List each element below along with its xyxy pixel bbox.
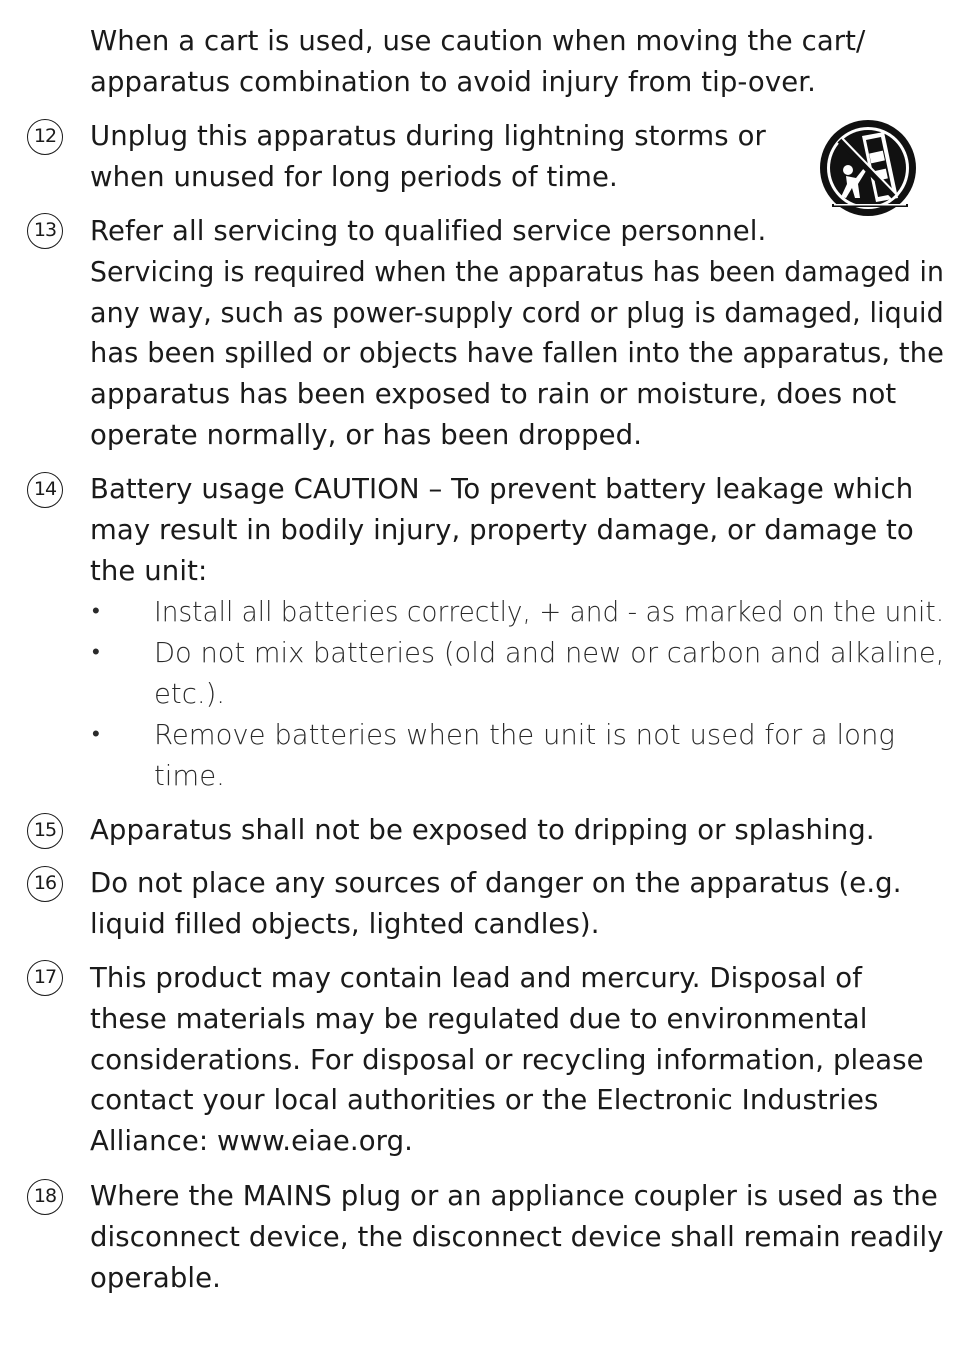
text-line: This product may contain lead and mercury. Disposal of xyxy=(90,962,863,994)
item-14-text xyxy=(90,469,930,591)
item-12-text xyxy=(90,116,790,198)
text-line: apparatus has been exposed to rain or moisture, does not xyxy=(90,378,897,411)
text-line: liquid filled objects, lighted candles). xyxy=(90,907,600,940)
item-15-text xyxy=(90,810,930,851)
bullet-dot: • xyxy=(92,640,100,665)
intro-paragraph xyxy=(90,21,930,103)
item-17-text xyxy=(90,958,930,1162)
item-13-text xyxy=(90,211,945,456)
item-number-badge: 12 xyxy=(27,119,63,155)
cart-tip-over-warning-icon xyxy=(818,118,918,218)
text-line: operable. xyxy=(90,1261,222,1294)
text-line: Unplug this apparatus during lightning storms or xyxy=(90,120,766,152)
text-line: Do not mix batteries (old and new or carbon and alkaline, xyxy=(154,637,945,669)
item-18-text xyxy=(90,1176,944,1298)
text-line: Refer all servicing to qualified service personnel. xyxy=(90,215,767,247)
text-line: contact your local authorities or the Electronic Industries xyxy=(90,1084,879,1117)
item-number-badge: 16 xyxy=(27,866,63,902)
text-line: these materials may be regulated due to environmental xyxy=(90,1002,868,1035)
item-number-badge: 17 xyxy=(27,960,63,996)
text-line: Remove batteries when the unit is not used for a long xyxy=(154,719,895,751)
text-line: Where the MAINS plug or an appliance coupler is used as the xyxy=(90,1180,938,1212)
text-line: the unit: xyxy=(90,554,208,587)
text-line: may result in bodily injury, property damage, or damage to xyxy=(90,513,914,546)
text-line: disconnect device, the disconnect device shall remain readily xyxy=(90,1220,944,1253)
item-number-badge: 14 xyxy=(27,472,63,508)
text-line: Do not place any sources of danger on the apparatus (e.g. xyxy=(90,867,902,899)
text-line: Battery usage CAUTION – To prevent battery leakage which xyxy=(90,473,914,505)
bullet-dot: • xyxy=(92,722,100,747)
item-16-text xyxy=(90,863,930,945)
text-line: Servicing is required when the apparatus has been damaged in xyxy=(90,255,945,288)
item-number-badge: 13 xyxy=(27,213,63,249)
text-line: considerations. For disposal or recycling information, please xyxy=(90,1043,924,1076)
text-line: apparatus combination to avoid injury from tip-over. xyxy=(90,65,816,98)
text-line: any way, such as power-supply cord or plug is damaged, liquid xyxy=(90,296,944,329)
text-line: operate normally, or has been dropped. xyxy=(90,418,643,451)
text-line: When a cart is used, use caution when moving the cart/ xyxy=(90,25,866,57)
text-line: has been spilled or objects have fallen into the apparatus, the xyxy=(90,337,944,370)
text-line: Alliance: www.eiae.org. xyxy=(90,1125,413,1158)
item-number-badge: 15 xyxy=(27,813,63,849)
item-number-badge: 18 xyxy=(27,1179,63,1215)
text-line: time. xyxy=(154,759,225,792)
bullet-dot: • xyxy=(92,599,100,624)
text-line: Apparatus shall not be exposed to dripping or splashing. xyxy=(90,814,875,846)
text-line: Install all batteries correctly, + and - as marked on the unit. xyxy=(154,596,945,628)
text-line: etc.). xyxy=(154,677,226,710)
text-line: when unused for long periods of time. xyxy=(90,160,618,193)
